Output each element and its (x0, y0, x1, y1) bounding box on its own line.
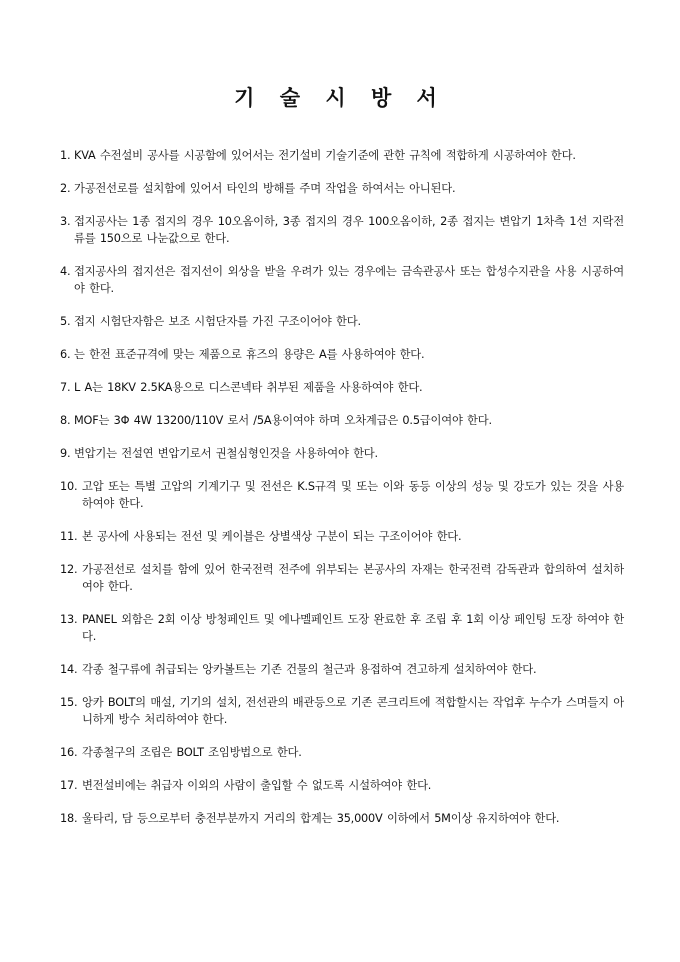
list-item (60, 147, 624, 164)
item-text: 고압 또는 특별 고압의 기계기구 및 전선은 K.S규격 및 또는 이와 동등 이상의 성능 및 강도가 있는 것을 사용 하여야 한다. (82, 480, 624, 510)
item-number: 16. (60, 746, 78, 759)
list-item (60, 561, 624, 595)
item-text: 앙카 BOLT의 매설, 기기의 설치, 전선관의 배관등으로 기존 콘크리트에 적합할시는 작업후 누수가 스며들지 아니하게 방수 처리하여야 한다. (82, 696, 624, 726)
item-number: 8. (60, 414, 71, 427)
list-item (60, 346, 624, 363)
item-text: 본 공사에 사용되는 전선 및 케이블은 상별색상 구분이 되는 구조이어야 한다. (82, 530, 462, 543)
list-item (60, 777, 624, 794)
list-item (60, 744, 624, 761)
item-text: 접지공사의 접지선은 접지선이 외상을 받을 우려가 있는 경우에는 금속관공사 또는 합성수지관을 사용 시공하여야 한다. (74, 265, 624, 295)
specification-list (60, 147, 624, 843)
item-number: 5. (60, 315, 71, 328)
item-number: 11. (60, 530, 78, 543)
item-text: 는 한전 표준규격에 맞는 제품으로 휴즈의 용량은 A를 사용하여야 한다. (74, 348, 425, 361)
item-number: 1. (60, 149, 71, 162)
item-text: L A는 18KV 2.5KA용으로 디스콘넥타 취부된 제품을 사용하여야 한다. (74, 381, 423, 394)
item-text: 가공전선로를 설치함에 있어서 타인의 방해를 주며 작업을 하여서는 아니된다. (74, 182, 456, 195)
list-item (60, 379, 624, 396)
item-text: 울타리, 담 등으로부터 충전부분까지 거리의 합계는 35,000V 이하에서 5M이상 유지하여야 한다. (82, 812, 560, 825)
item-text: 각종철구의 조립은 BOLT 조임방법으로 한다. (82, 746, 302, 759)
item-text: 접지공사는 1종 접지의 경우 10오옴이하, 3종 접지의 경우 100오옴이하, 2종 접지는 변압기 1차측 1선 지락전류를 150으로 나눈값으로 한다. (74, 215, 624, 245)
list-item (60, 313, 624, 330)
item-number: 9. (60, 447, 71, 460)
item-text: 접지 시험단자함은 보조 시험단자를 가진 구조이어야 한다. (74, 315, 361, 328)
list-item (60, 213, 624, 247)
list-item (60, 412, 624, 429)
list-item (60, 661, 624, 678)
item-number: 2. (60, 182, 71, 195)
item-number: 14. (60, 663, 78, 676)
item-number: 3. (60, 215, 71, 228)
list-item (60, 810, 624, 827)
item-text: 변전설비에는 취급자 이외의 사람이 출입할 수 없도록 시설하여야 한다. (82, 779, 432, 792)
item-number: 15. (60, 696, 78, 709)
item-number: 6. (60, 348, 71, 361)
item-number: 4. (60, 265, 71, 278)
list-item (60, 694, 624, 728)
item-number: 12. (60, 563, 78, 576)
item-text: 변압기는 전설연 변압기로서 권철심형인것을 사용하여야 한다. (74, 447, 378, 460)
item-text: KVA 수전설비 공사를 시공함에 있어서는 전기설비 기술기준에 관한 규칙에 적합하게 시공하여야 한다. (74, 149, 576, 162)
document-title: 기 술 시 방 서 (234, 86, 446, 110)
item-number: 13. (60, 613, 78, 626)
item-number: 10. (60, 480, 78, 493)
item-number: 7. (60, 381, 71, 394)
list-item (60, 263, 624, 297)
item-text: MOF는 3Φ 4W 13200/110V 로서 /5A용이여야 하며 오차계급은 0.5급이여야 한다. (74, 414, 492, 427)
item-number: 18. (60, 812, 78, 825)
list-item (60, 478, 624, 512)
item-text: 가공전선로 설치를 함에 있어 한국전력 전주에 위부되는 본공사의 자재는 한국전력 감독관과 합의하여 설치하여야 한다. (82, 563, 624, 593)
list-item (60, 611, 624, 645)
item-number: 17. (60, 779, 78, 792)
item-text: PANEL 외함은 2회 이상 방청페인트 및 에나멜페인트 도장 완료한 후 조립 후 1회 이상 페인팅 도장 하여야 한다. (82, 613, 624, 643)
list-item (60, 445, 624, 462)
list-item (60, 180, 624, 197)
item-text: 각종 철구류에 취급되는 앙카볼트는 기존 건물의 철근과 용접하여 견고하게 설치하여야 한다. (82, 663, 537, 676)
list-item (60, 528, 624, 545)
